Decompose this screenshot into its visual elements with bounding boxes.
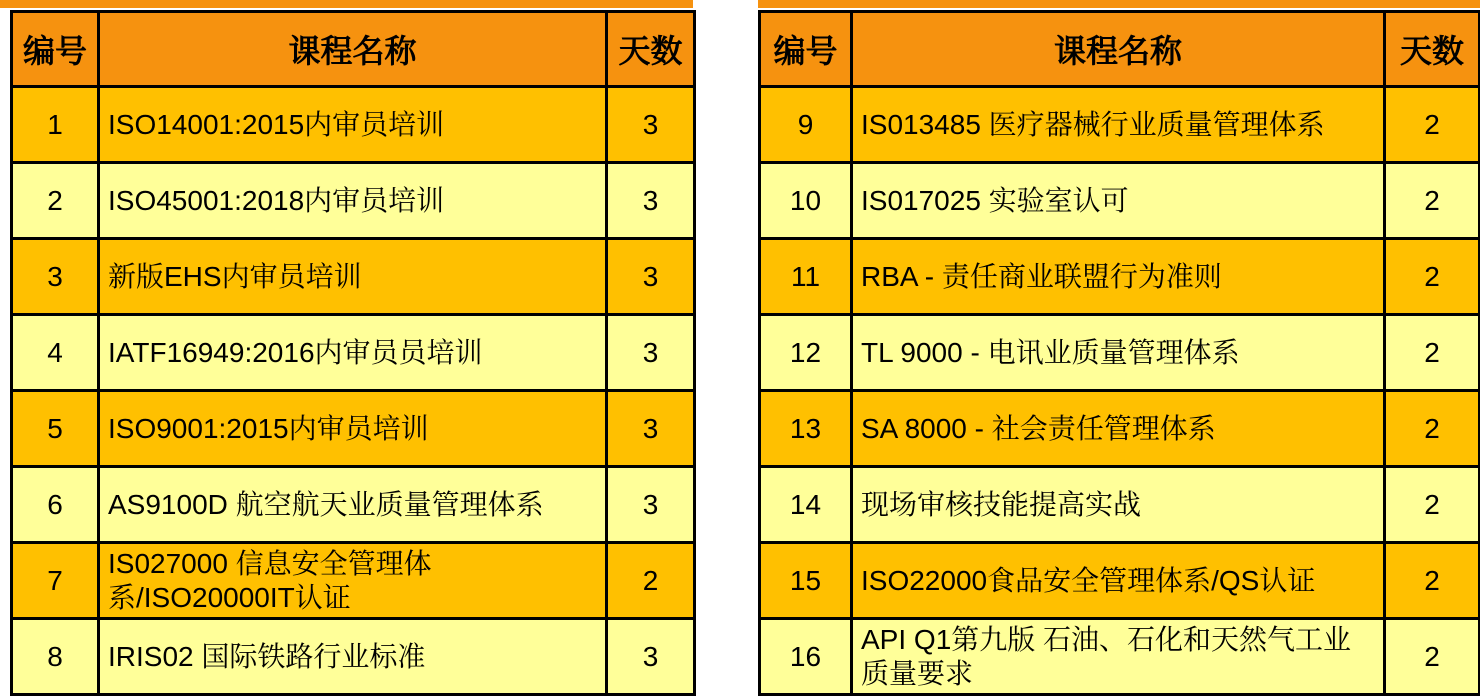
course-name-cell: ISO14001:2015内审员培训 xyxy=(99,87,607,163)
row-number-cell: 4 xyxy=(12,315,99,391)
table-row xyxy=(760,467,1480,543)
course-name-cell: SA 8000 - 社会责任管理体系 xyxy=(852,391,1385,467)
row-number-cell: 6 xyxy=(12,467,99,543)
days-value-cell: 2 xyxy=(1385,543,1480,619)
table-row xyxy=(760,163,1480,239)
table-row xyxy=(760,619,1480,695)
table-row xyxy=(12,543,695,619)
days-value-cell: 2 xyxy=(1385,163,1480,239)
days-value-cell: 3 xyxy=(607,87,695,163)
course-name-cell: ISO22000食品安全管理体系/QS认证 xyxy=(852,543,1385,619)
row-number-cell: 1 xyxy=(12,87,99,163)
table-row xyxy=(12,467,695,543)
table-row xyxy=(760,543,1480,619)
column-header-number: 编号 xyxy=(12,12,99,87)
table-row xyxy=(12,163,695,239)
days-value-cell: 3 xyxy=(607,163,695,239)
row-number-cell: 7 xyxy=(12,543,99,619)
header-fill-strip-left xyxy=(0,0,693,8)
column-header-course: 课程名称 xyxy=(852,12,1385,87)
table-row xyxy=(760,87,1480,163)
table-row xyxy=(760,391,1480,467)
header-row xyxy=(760,12,1480,87)
days-value-cell: 3 xyxy=(607,619,695,695)
column-header-days: 天数 xyxy=(607,12,695,87)
column-header-course: 课程名称 xyxy=(99,12,607,87)
table-row xyxy=(12,391,695,467)
course-table-right xyxy=(758,10,1478,696)
header-fill-strip-right xyxy=(758,0,1480,8)
column-header-number: 编号 xyxy=(760,12,852,87)
course-name-cell: API Q1第九版 石油、石化和天然气工业质量要求 xyxy=(852,619,1385,695)
table-row xyxy=(760,239,1480,315)
row-number-cell: 11 xyxy=(760,239,852,315)
days-value-cell: 3 xyxy=(607,391,695,467)
course-name-cell: RBA - 责任商业联盟行为准则 xyxy=(852,239,1385,315)
table-row xyxy=(12,315,695,391)
course-table-right-grid xyxy=(758,10,1480,696)
course-name-cell: ISO9001:2015内审员培训 xyxy=(99,391,607,467)
days-value-cell: 2 xyxy=(1385,467,1480,543)
row-number-cell: 5 xyxy=(12,391,99,467)
course-name-cell: 新版EHS内审员培训 xyxy=(99,239,607,315)
days-value-cell: 2 xyxy=(1385,391,1480,467)
days-value-cell: 2 xyxy=(1385,239,1480,315)
table-row xyxy=(760,315,1480,391)
table-row xyxy=(12,87,695,163)
row-number-cell: 9 xyxy=(760,87,852,163)
days-value-cell: 3 xyxy=(607,467,695,543)
days-value-cell: 2 xyxy=(1385,315,1480,391)
course-name-cell: IRIS02 国际铁路行业标准 xyxy=(99,619,607,695)
table-row xyxy=(12,239,695,315)
column-header-days: 天数 xyxy=(1385,12,1480,87)
row-number-cell: 13 xyxy=(760,391,852,467)
row-number-cell: 14 xyxy=(760,467,852,543)
course-name-cell: ISO45001:2018内审员培训 xyxy=(99,163,607,239)
days-value-cell: 3 xyxy=(607,239,695,315)
days-value-cell: 2 xyxy=(1385,87,1480,163)
row-number-cell: 15 xyxy=(760,543,852,619)
row-number-cell: 12 xyxy=(760,315,852,391)
course-name-cell: IS017025 实验室认可 xyxy=(852,163,1385,239)
row-number-cell: 10 xyxy=(760,163,852,239)
course-table-left xyxy=(10,10,693,696)
days-value-cell: 2 xyxy=(1385,619,1480,695)
course-name-cell: 现场审核技能提高实战 xyxy=(852,467,1385,543)
row-number-cell: 2 xyxy=(12,163,99,239)
table-row xyxy=(12,619,695,695)
days-value-cell: 3 xyxy=(607,315,695,391)
row-number-cell: 3 xyxy=(12,239,99,315)
course-name-cell: IS013485 医疗器械行业质量管理体系 xyxy=(852,87,1385,163)
course-name-cell: IATF16949:2016内审员员培训 xyxy=(99,315,607,391)
days-value-cell: 2 xyxy=(607,543,695,619)
row-number-cell: 8 xyxy=(12,619,99,695)
course-name-cell: IS027000 信息安全管理体系/ISO20000IT认证 xyxy=(99,543,607,619)
course-name-cell: TL 9000 - 电讯业质量管理体系 xyxy=(852,315,1385,391)
course-name-cell: AS9100D 航空航天业质量管理体系 xyxy=(99,467,607,543)
row-number-cell: 16 xyxy=(760,619,852,695)
course-table-left-grid xyxy=(10,10,696,696)
header-row xyxy=(12,12,695,87)
